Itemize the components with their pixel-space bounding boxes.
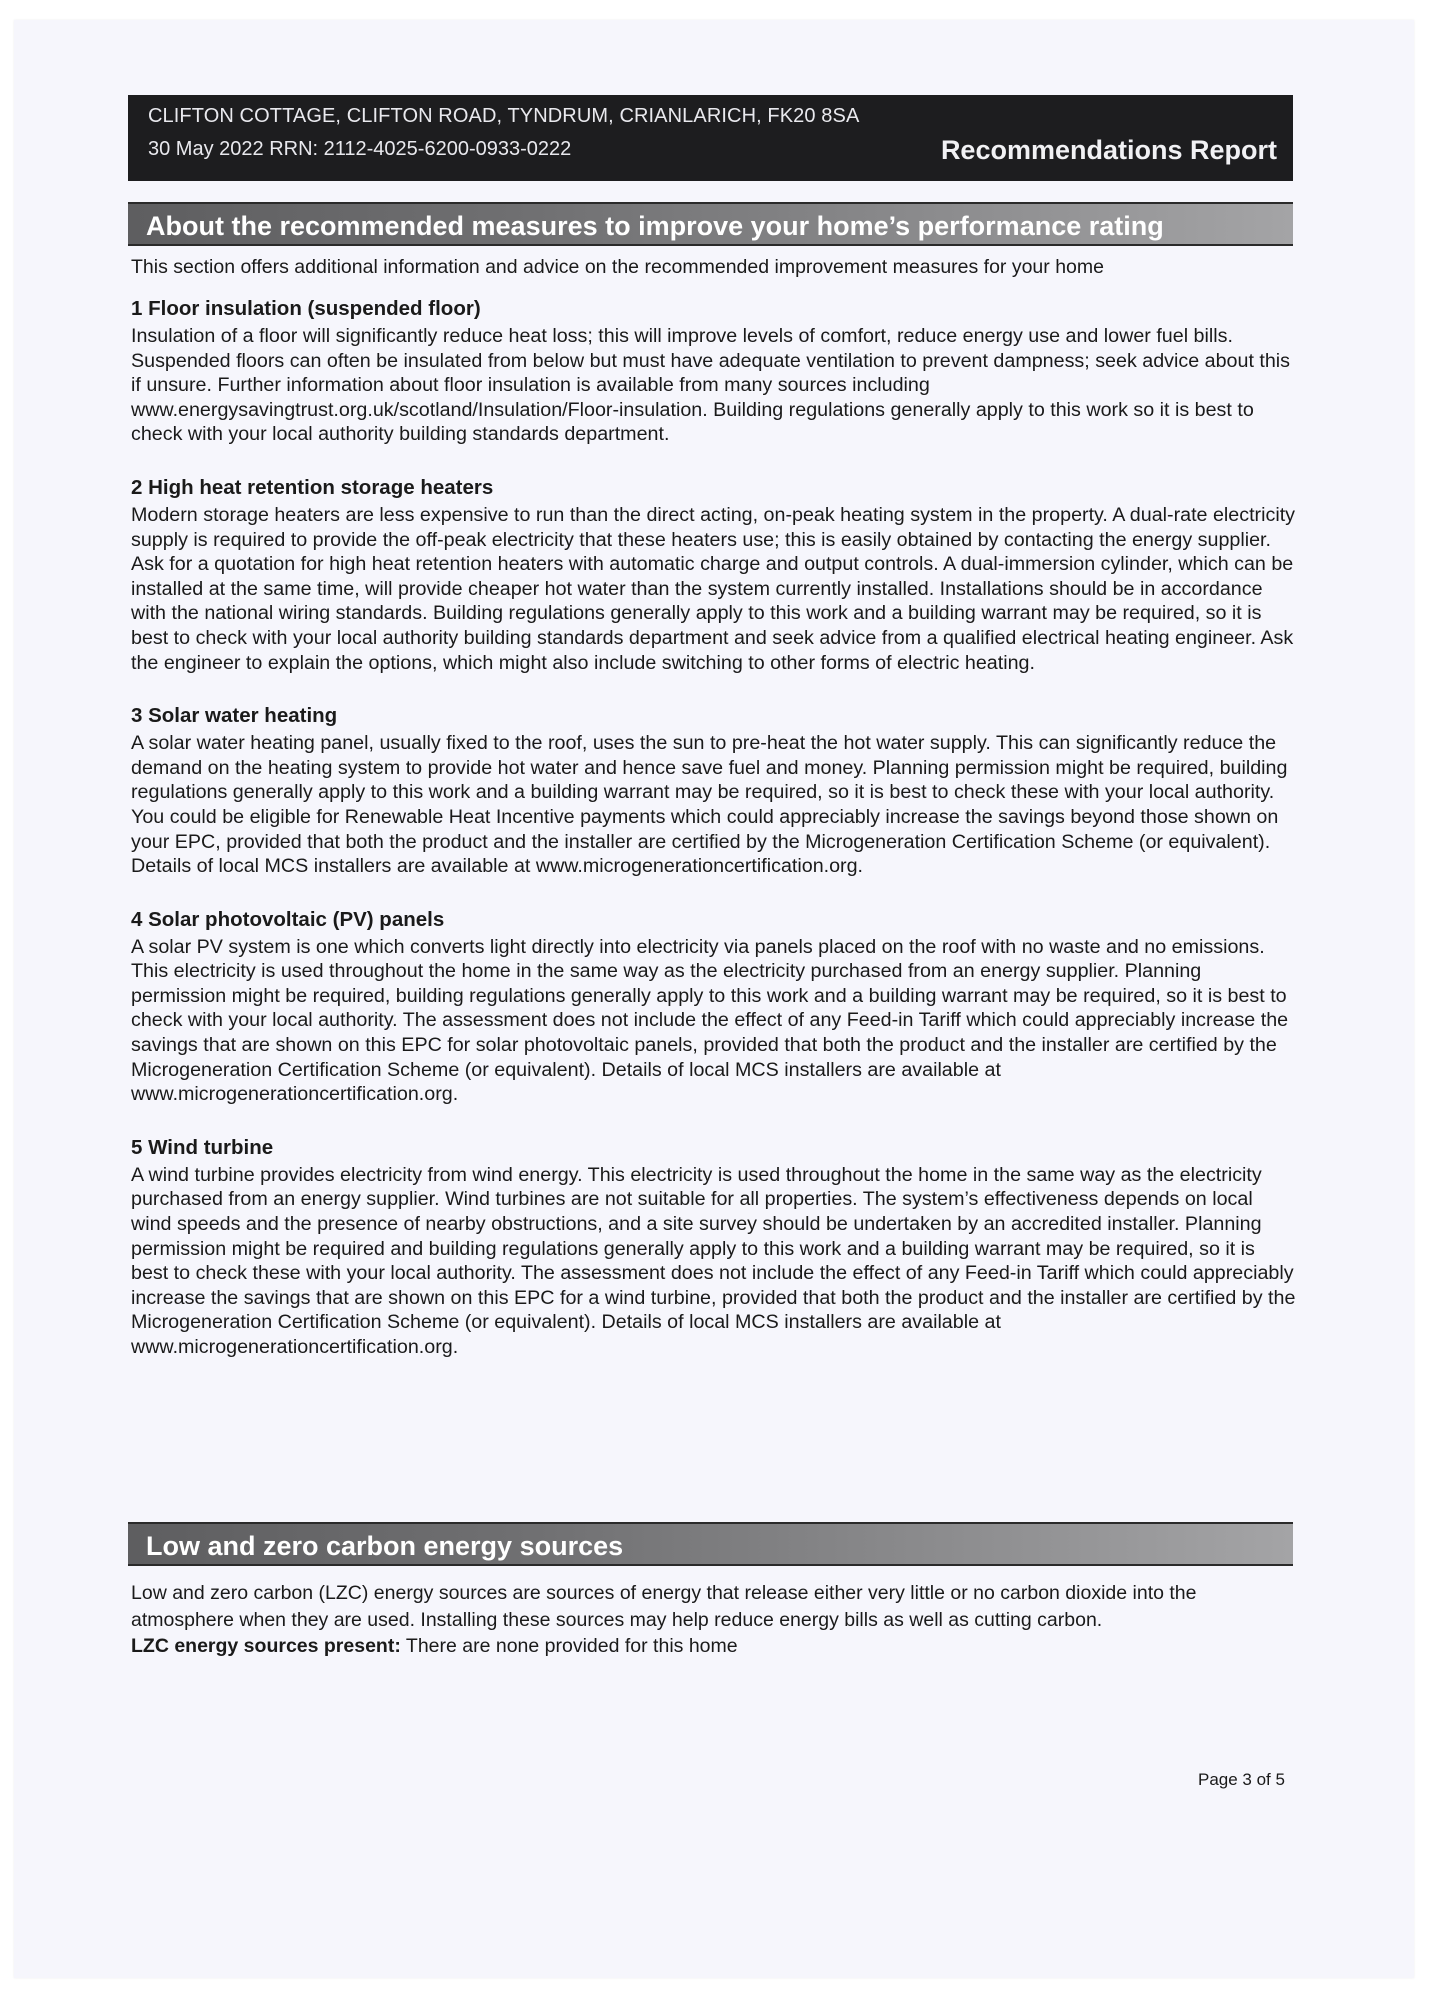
lzc-present-label: LZC energy sources present:	[131, 1635, 401, 1657]
section-heading-lzc: Low and zero carbon energy sources	[128, 1522, 1293, 1566]
report-title: Recommendations Report	[940, 135, 1277, 165]
measure-solar-water-heating	[131, 703, 1296, 879]
measure-floor-insulation	[131, 296, 1296, 447]
measure-title: 1 Floor insulation (suspended floor)	[131, 297, 481, 320]
measure-title: 2 High heat retention storage heaters	[131, 475, 494, 499]
measure-title: 3 Solar water heating	[131, 704, 338, 728]
report-header	[128, 95, 1293, 181]
measure-wind-turbine	[131, 1135, 1296, 1360]
measure-title: 5 Wind turbine	[131, 1135, 274, 1159]
property-address: CLIFTON COTTAGE, CLIFTON ROAD, TYNDRUM, CRIANLARICH, FK20 8SA	[148, 105, 860, 127]
lzc-present-line	[131, 1633, 1281, 1660]
measure-solar-pv	[131, 907, 1296, 1107]
measures-list	[131, 296, 1296, 1388]
section-heading-recommended-measures: About the recommended measures to improve your home’s performance rating	[128, 202, 1293, 246]
section-intro: This section offers additional information and advice on the recommended improvement measures for your home	[131, 256, 1104, 278]
measure-description: A wind turbine provides electricity from wind energy. This electricity is used throughout the home in the same way as the electricity purchased from an energy supplier. Wind turbines are not suitable for all properties. The system’s effectiveness depends on local wind speeds and the presence of nearby obstructions, and a site survey should be undertaken by an accredited installer. Planning permission might be required and building regulations generally apply to this work and a building warrant may be required, so it is best to check these with your local authority. The assessment does not include the effect of any Feed-in Tariff which could appreciably increase the savings that are shown on this EPC for a wind turbine, provided that both the product and the installer are certified by the Microgeneration Certification Scheme (or equivalent). Details of local MCS installers are available at www.microgenerationcertification.org.	[131, 1163, 1296, 1358]
lzc-section	[131, 1580, 1281, 1660]
measure-description: A solar water heating panel, usually fixed to the roof, uses the sun to pre-heat the hot water supply. This can significantly reduce the demand on the heating system to provide hot water and hence save fuel and money. Planning permission might be required, building regulations generally apply to this work and a building warrant may be required, so it is best to check these with your local authority. You could be eligible for Renewable Heat Incentive payments which could appreciably increase the savings beyond those shown on your EPC, provided that both the product and the installer are certified by the Microgeneration Certification Scheme (or equivalent). Details of local MCS installers are available at www.microgenerationcertification.org.	[131, 732, 1288, 878]
lzc-description: Low and zero carbon (LZC) energy sources are sources of energy that release either very little or no carbon dioxide into the atmosphere when they are used. Installing these sources may help reduce energy bills as well as cutting carbon.	[131, 1582, 1197, 1631]
measure-description: Insulation of a floor will significantly reduce heat loss; this will improve levels of comfort, reduce energy use and lower fuel bills. Suspended floors can often be insulated from below but must have adequate ventilation to prevent dampness; seek advice about this if unsure. Further information about floor insulation is available from many sources including www.energysavingtrust.org.uk/scotland/Insulation/Floor-insulation. Building regulations generally apply to this work so it is best to check with your local authority building standards department.	[131, 325, 1291, 446]
measure-title: 4 Solar photovoltaic (PV) panels	[131, 907, 445, 931]
page-number: Page 3 of 5	[1198, 1770, 1285, 1789]
measure-description: Modern storage heaters are less expensive to run than the direct acting, on-peak heating system in the property. A dual-rate electricity supply is required to provide the off-peak electricity that these heaters use; this is easily obtained by contacting the energy supplier. Ask for a quotation for high heat retention heaters with automatic charge and output controls. A dual-immersion cylinder, which can be installed at the same time, will provide cheaper hot water than the system currently installed. Installations should be in accordance with the national wiring standards. Building regulations generally apply to this work and a building warrant may be required, so it is best to check with your local authority building standards department and seek advice from a qualified electrical heating engineer. Ask the engineer to explain the options, which might also include switching to other forms of electric heating.	[131, 503, 1296, 674]
lzc-present-value: There are none provided for this home	[400, 1635, 738, 1657]
report-date-rrn: 30 May 2022 RRN: 2112-4025-6200-0933-0222	[148, 138, 572, 160]
measure-description: A solar PV system is one which converts light directly into electricity via panels placed on the roof with no waste and no emissions. This electricity is used throughout the home in the same way as the electricity purchased from an energy supplier. Planning permission might be required, building regulations generally apply to this work and a building warrant may be required, so it is best to check with your local authority. The assessment does not include the effect of any Feed-in Tariff which could appreciably increase the savings that are shown on this EPC for solar photovoltaic panels, provided that both the product and the installer are certified by the Microgeneration Certification Scheme (or equivalent). Details of local MCS installers are available at www.microgenerationcertification.org.	[131, 935, 1289, 1106]
measure-storage-heaters	[131, 475, 1296, 675]
